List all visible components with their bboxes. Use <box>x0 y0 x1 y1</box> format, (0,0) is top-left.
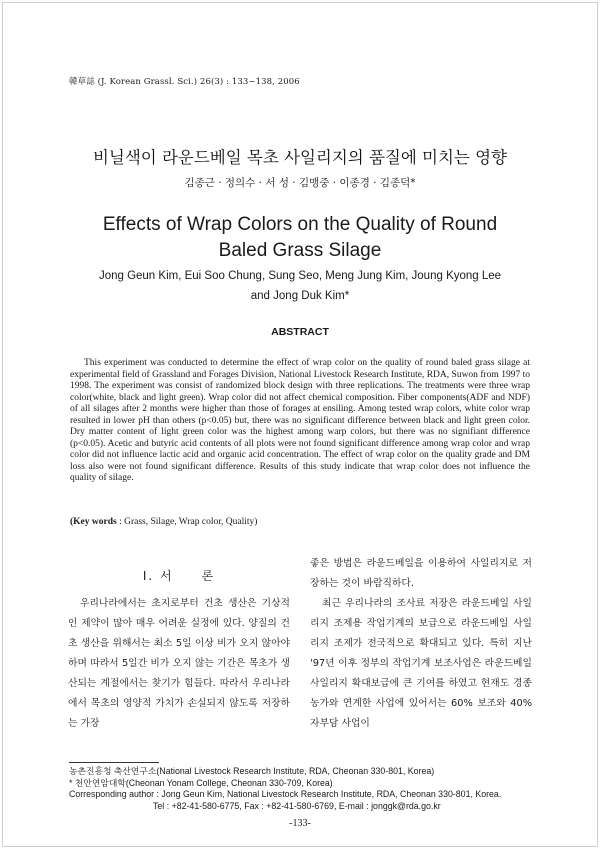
section-heading-introduction: Ⅰ. 서 론 <box>142 569 216 583</box>
corresponding-author: Corresponding author : Jong Geun Kim, National Livestock Research Institute, RDA, Cheonan 330-801, Korea. <box>69 789 502 800</box>
footnotes <box>69 766 550 812</box>
abstract-body: This experiment was conducted to determine the effect of wrap color on the quality of round baled grass silage at experimental field of Grassland and Forages Division, National Livestock Research Institute, RDA, Suwon from 1997 to 1998. The experiment was consist of randomized block design with three replications. The treatments were three wrap color(white, black and light green). Wrap color did not affect chemical composition. Fiber components(ADF and NDF) of all silages after 2 months were higher than those of forages at ensiling. Among tested wrap colors, white color wrap resulted in lower pH than others (p<0.05) but, there was no significant difference between black and light green color. Dry matter content of light green color was the highest among warp colors, but there was no signifiant difference (p<0.05). Acetic and butyric acid contents of all plots were not found significant difference among wrap color and wrap color did not influence lactic acid and organic acid concentration. The effect of wrap color on the quality grade and DM loss also were not found significant difference. Results of this study indicate that wrap color does not influence the quality of silage. <box>70 358 530 483</box>
right-column <box>310 554 532 734</box>
intro-paragraph-1-continued: 좋은 방법은 라운드베일을 이용하여 사일리지로 저장하는 것이 바람직하다. <box>310 558 532 589</box>
footnote-rule <box>69 762 159 763</box>
contact-info: Tel : +82-41-580-6775, Fax : +82-41-580-6769, E-mail : jonggk@rda.go.kr <box>153 800 441 811</box>
intro-paragraph-1: 우리나라에서는 초지로부터 건초 생산은 기상적인 제약이 많아 매우 어려운 실정에 있다. 양질의 건초 생산을 위해서는 최소 5일 이상 비가 오지 않아야 하며 따라서 5일간 비가 오지 않는 기간은 목초가 생산되는 계절에서는 찾기가 힘들다. 따라서 우리나라에서 목초의 영양적 가치가 손실되지 않도록 저장하는 가장 <box>68 598 290 729</box>
keywords <box>70 517 530 527</box>
journal-citation: 韓草誌 (J. Korean Grassl. Sci.) 26(3) : 133~138, 2006 <box>69 77 300 87</box>
keywords-list: : Grass, Silage, Wrap color, Quality) <box>116 517 258 527</box>
affiliation-1: 농촌진흥청 축산연구소(National Livestock Research Institute, RDA, Cheonan 330-801, Korea) <box>69 766 435 776</box>
korean-authors: 김종근 · 정의수 · 서 성 · 김맹중 · 이종경 · 김종덕* <box>184 177 416 189</box>
left-column <box>68 567 290 734</box>
page-number: -133- <box>289 818 311 829</box>
authors-line-1: Jong Geun Kim, Eui Soo Chung, Sung Seo, Meng Jung Kim, Joung Kyong Lee <box>98 270 502 282</box>
keywords-label: (Key words <box>70 517 117 527</box>
korean-title: 비닐색이 라운드베일 목초 사일리지의 품질에 미치는 영향 <box>92 148 507 167</box>
english-authors <box>60 266 540 306</box>
abstract-heading: ABSTRACT <box>271 326 329 338</box>
affiliation-2: * 천안연암대학(Cheonan Yonam College, Cheonan 330-709, Korea) <box>69 777 333 788</box>
authors-line-2: and Jong Duk Kim* <box>250 290 350 302</box>
intro-paragraph-2: 최근 우리나라의 조사료 저장은 라운드베일 사일리지 조제용 작업기계의 보급으로 라운드베일 사일리지 조제가 전국적으로 확대되고 있다. 특히 지난 '97년 이후 정부의 작업기계 보조사업은 라운드베일 사일리지 확대보급에 큰 기여를 하였고 현재도 경종농가와 연계한 사업에 있어서는 60% 보조와 40% 자부담 사업이 <box>310 598 532 729</box>
english-title: Effects of Wrap Colors on the Quality of Round Baled Grass Silage <box>102 214 498 261</box>
